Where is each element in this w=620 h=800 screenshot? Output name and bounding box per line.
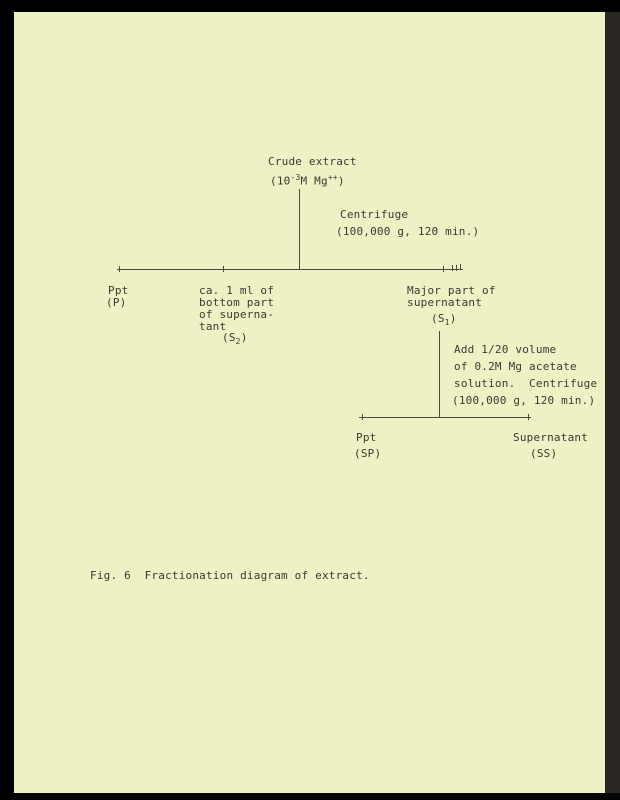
s1-code: $(S_1)$ — [431, 312, 457, 328]
crude-extract-label: Crude extract — [268, 155, 357, 168]
connector-crude-vertical — [299, 189, 300, 270]
figure-caption: Fig. 6 Fractionation diagram of extract. — [90, 569, 370, 582]
ppt-p-code: (P) — [106, 296, 127, 309]
branch-line-2 — [359, 417, 531, 418]
tick-ss — [528, 414, 529, 420]
tick-s1-mark-3 — [460, 264, 461, 270]
connector-s1-vertical — [439, 331, 440, 418]
ppt-sp-code: (SP) — [354, 447, 382, 460]
step1-conditions: (100,000 g, 120 min.) — [336, 225, 480, 238]
s2-code: $(S_2)$ — [222, 331, 248, 347]
step1-centrifuge: Centrifuge — [340, 208, 409, 221]
tick-s1-mark — [452, 265, 453, 271]
tick-s2 — [223, 266, 224, 272]
tick-s1 — [443, 266, 444, 272]
step2-line1: Add 1/20 volume — [454, 343, 557, 356]
s2-line4: tant — [199, 320, 227, 333]
tick-sp — [362, 414, 363, 420]
s1-line2: supernatant — [407, 296, 483, 309]
supernatant-ss-code: (SS) — [530, 447, 558, 460]
ppt-p-label: Ppt — [108, 284, 129, 297]
step2-line3: solution. Centrifuge — [454, 377, 598, 390]
step2-line4: (100,000 g, 120 min.) — [452, 394, 596, 407]
ppt-sp-label: Ppt — [356, 431, 377, 444]
s2-line2: bottom part — [199, 296, 275, 309]
s1-line1: Major part of — [407, 284, 496, 297]
branch-line-1 — [117, 269, 463, 270]
crude-extract-concentration: ($10^{-3}M$ Mg++) — [270, 173, 345, 188]
step2-line2: of 0.2M Mg acetate — [454, 360, 577, 373]
paper-edge-shadow — [605, 12, 620, 793]
tick-s1-mark-2 — [456, 265, 457, 271]
s2-line1: ca. 1 ml of — [199, 284, 275, 297]
s2-line3: of superna- — [199, 308, 275, 321]
scan-border — [14, 793, 620, 800]
supernatant-ss-label: Supernatant — [513, 431, 589, 444]
tick-p — [119, 266, 120, 272]
